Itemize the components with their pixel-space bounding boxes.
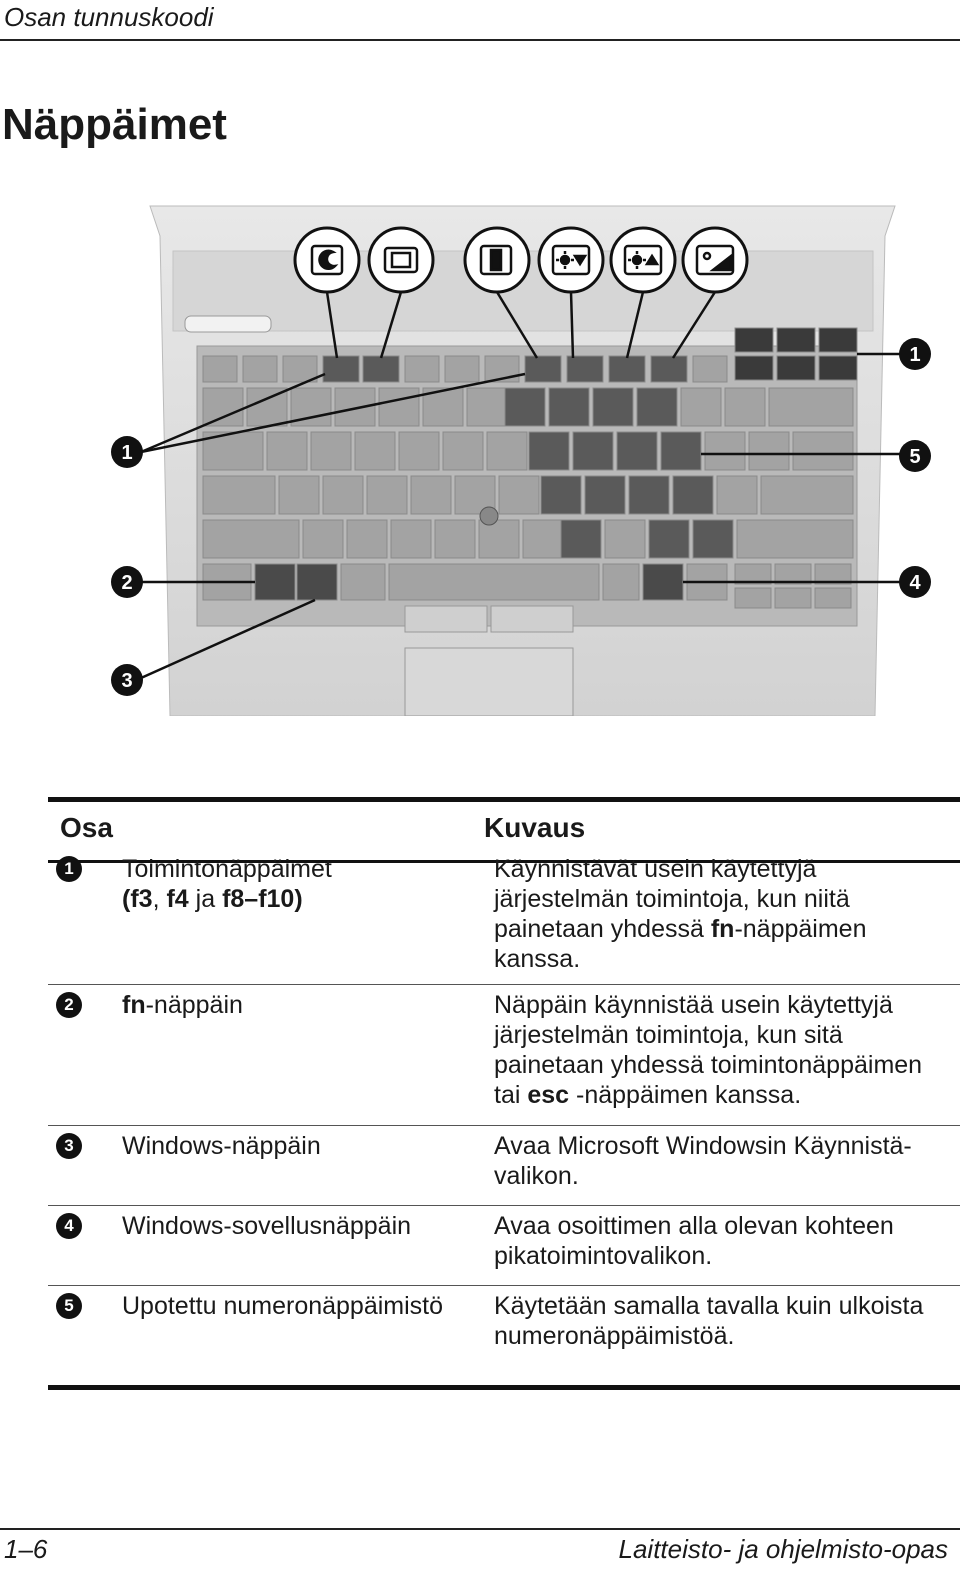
callout-3 [111, 664, 143, 696]
part-description: Käytetään samalla tavalla kuin ulkoista numeronäppäimistöä. [494, 1292, 924, 1350]
page-title: Näppäimet [2, 100, 227, 149]
part-name: fn-näppäin [122, 991, 243, 1019]
svg-text:1: 1 [121, 442, 133, 464]
part-name: Toimintonäppäimet (f3, f4 ja f8–f10) [122, 855, 332, 913]
table-bottom-rule [48, 1385, 960, 1390]
row-divider [48, 1205, 960, 1206]
key-grid [203, 328, 857, 608]
running-head: Osan tunnuskoodi [4, 2, 214, 32]
part-name: Windows-näppäin [122, 1132, 321, 1160]
callout-1-right [899, 338, 931, 370]
book-title: Laitteisto- ja ohjelmisto-opas [618, 1534, 948, 1564]
row-number: 2 [56, 992, 82, 1018]
svg-text:4: 4 [909, 572, 921, 594]
part-name: Windows-sovellusnäppäin [122, 1212, 412, 1240]
callout-5 [899, 440, 931, 472]
row-divider [48, 984, 960, 985]
svg-text:3: 3 [121, 670, 133, 692]
row-number: 4 [56, 1213, 82, 1239]
callout-4 [899, 566, 931, 598]
svg-text:2: 2 [121, 572, 133, 594]
footer-rule [0, 1528, 960, 1530]
callout-2 [111, 566, 143, 598]
column-header-part: Osa [60, 812, 113, 843]
part-name: Upotettu numeronäppäimistö [122, 1292, 444, 1320]
column-header-description: Kuvaus [484, 812, 586, 843]
header-rule [0, 39, 960, 41]
page-number: 1–6 [4, 1534, 48, 1564]
row-number: 3 [56, 1133, 82, 1159]
table-top-rule [48, 797, 960, 802]
row-divider [48, 1125, 960, 1126]
part-description: Avaa Microsoft Windowsin Käynnistä-valikon. [494, 1132, 912, 1190]
row-number: 5 [56, 1293, 82, 1319]
row-number: 1 [56, 856, 82, 882]
keyboard-illustration [105, 196, 955, 716]
svg-text:5: 5 [909, 446, 921, 468]
svg-text:1: 1 [909, 344, 921, 366]
part-description: Näppäin käynnistää usein käytettyjä järjestelmän toimintoja, kun sitä painetaan yhdessä toimintonäppäimen tai esc -näppäimen kanssa. [494, 991, 923, 1109]
callout-1-left [111, 436, 143, 468]
part-description: Avaa osoittimen alla olevan kohteen pikatoimintovalikon. [494, 1212, 894, 1270]
part-description: Käynnistävät usein käytettyjä järjestelmän toimintoja, kun niitä painetaan yhdessä fn-näppäimen kanssa. [494, 855, 867, 973]
row-divider [48, 1285, 960, 1286]
